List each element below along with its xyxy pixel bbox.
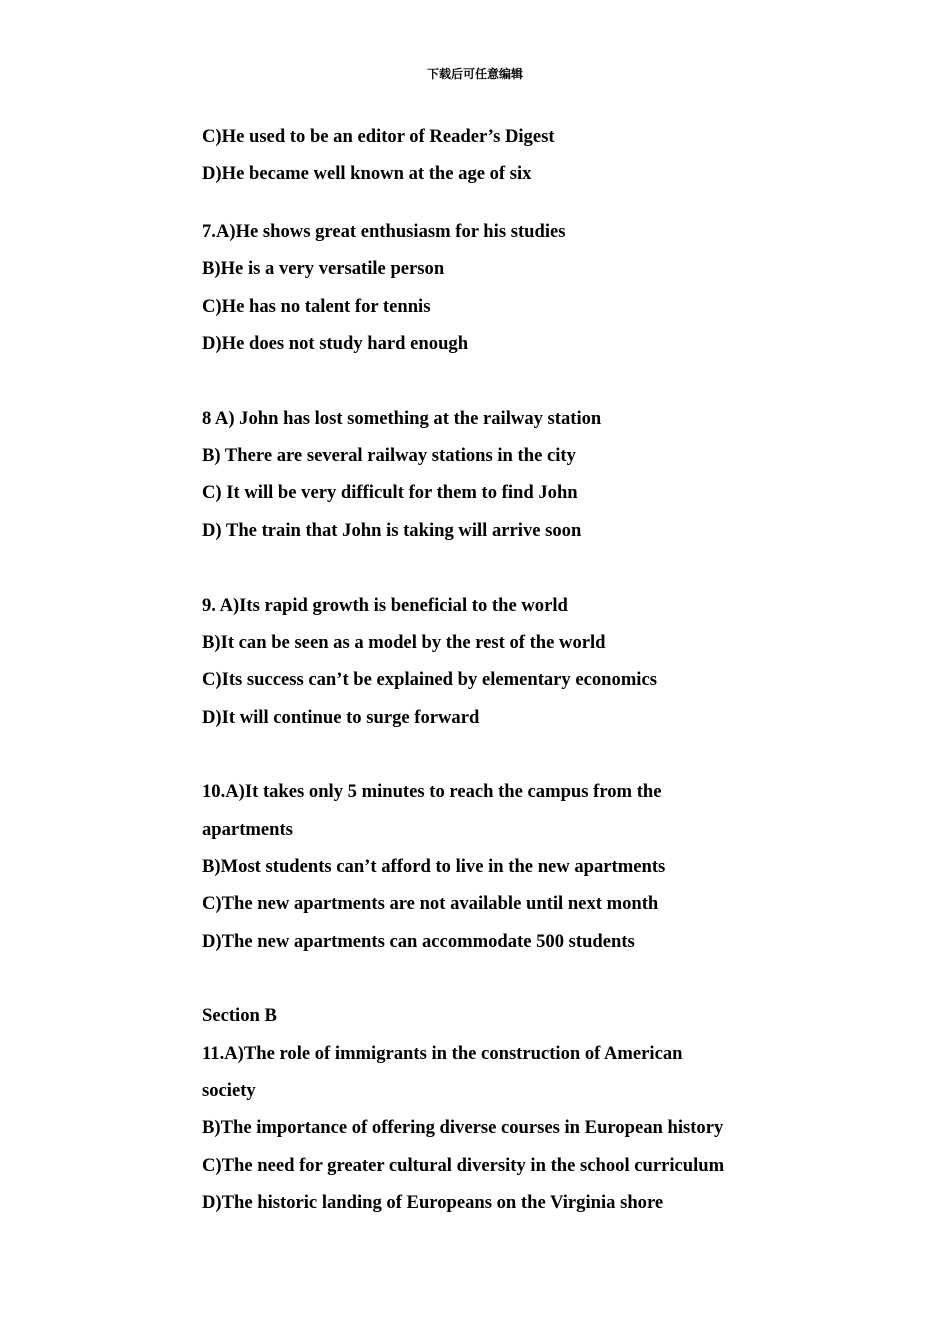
option-11c: C)The need for greater cultural diversity in the school curriculum xyxy=(202,1155,725,1176)
option-9d: D)It will continue to surge forward xyxy=(202,707,480,728)
option-9c: C)Its success can’t be explained by elementary economics xyxy=(202,669,657,690)
question-11-option-a-cont: society xyxy=(202,1080,256,1101)
option-7d: D)He does not study hard enough xyxy=(202,333,469,354)
option-6d: D)He became well known at the age of six xyxy=(202,163,532,184)
section-heading: Section B xyxy=(202,1005,277,1026)
option-7c: C)He has no talent for tennis xyxy=(202,296,431,317)
question-9-option-a: 9. A)Its rapid growth is beneficial to the world xyxy=(202,595,568,616)
option-10c: C)The new apartments are not available until next month xyxy=(202,893,659,914)
option-9b: B)It can be seen as a model by the rest of the world xyxy=(202,632,606,653)
option-8d: D) The train that John is taking will arrive soon xyxy=(202,520,582,541)
question-10-option-a-cont: apartments xyxy=(202,819,293,840)
question-10-option-a: 10.A)It takes only 5 minutes to reach the campus from the xyxy=(202,781,662,802)
option-10b: B)Most students can’t afford to live in the new apartments xyxy=(202,856,666,877)
option-6c: C)He used to be an editor of Reader’s Digest xyxy=(202,126,555,147)
option-10d: D)The new apartments can accommodate 500 students xyxy=(202,931,635,952)
question-8-option-a: 8 A) John has lost something at the railway station xyxy=(202,408,602,429)
option-11d: D)The historic landing of Europeans on the Virginia shore xyxy=(202,1192,664,1213)
option-7b: B)He is a very versatile person xyxy=(202,258,445,279)
question-11-option-a: 11.A)The role of immigrants in the construction of American xyxy=(202,1043,683,1064)
question-7-option-a: 7.A)He shows great enthusiasm for his studies xyxy=(202,221,566,242)
option-8c: C) It will be very difficult for them to find John xyxy=(202,482,578,503)
option-8b: B) There are several railway stations in the city xyxy=(202,445,576,466)
option-11b: B)The importance of offering diverse courses in European history xyxy=(202,1117,724,1138)
page-header: 下载后可任意编辑 xyxy=(426,67,523,81)
